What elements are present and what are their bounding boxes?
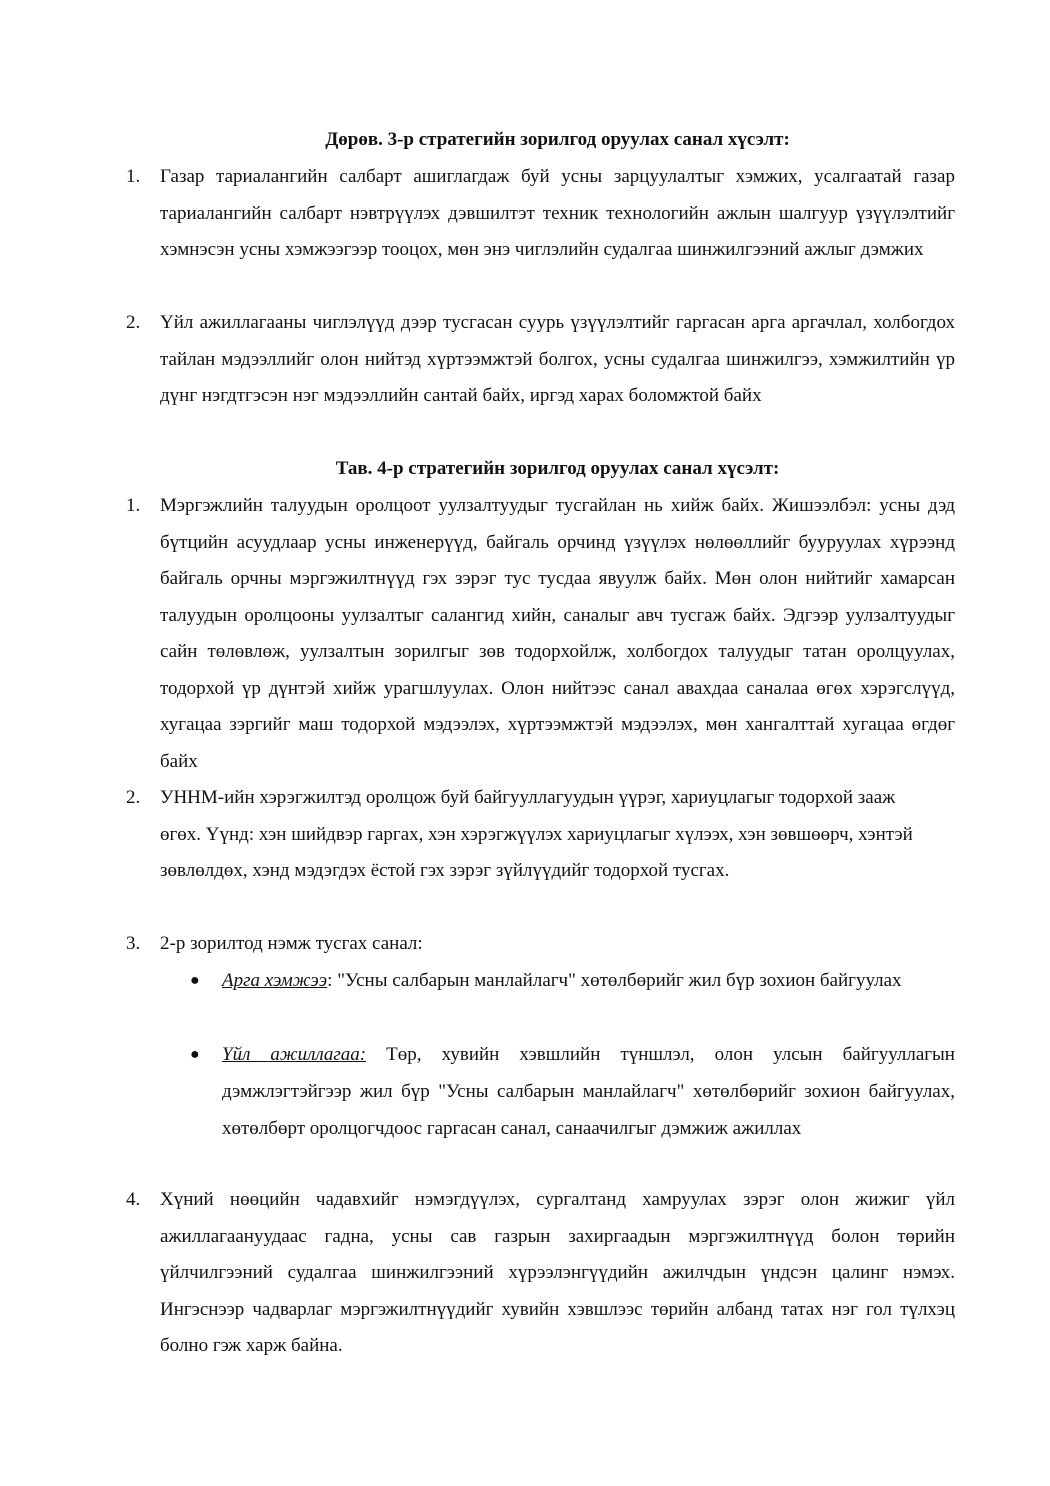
list-item-text: 2-р зорилтод нэмж тусгах санал: bbox=[160, 933, 423, 954]
list-item-text: Үйл ажиллагааны чиглэлүүд дээр тусгасан суурь үзүүлэлтийг гаргасан арга аргачлал, холбогдох тайлан мэдээллийг олон нийтэд хүртээмжтэй болгох, усны судалгаа шинжилгээ, хэмжилтийн үр дүнг нэгдтгэсэн нэг мэдээллийн сантай байх, иргэд харах боломжтой байх bbox=[160, 312, 955, 406]
bullet-icon: ● bbox=[190, 972, 200, 989]
list-item bbox=[120, 488, 955, 780]
section-heading-4-strategy: Тав. 4-р стратегийн зорилгод оруулах санал хүсэлт: bbox=[335, 458, 780, 479]
bullet-text bbox=[222, 962, 955, 999]
list-number: 1. bbox=[126, 166, 141, 187]
section-heading-3-strategy: Дөрөв. 3-р стратегийн зорилгод оруулах санал хүсэлт: bbox=[325, 129, 790, 150]
bullet-icon: ● bbox=[190, 1046, 200, 1063]
bullet-item bbox=[190, 1036, 955, 1147]
bullet-body: Төр, хувийн хэвшлийн түншлэл, олон улсын байгууллагын дэмжлэгтэйгээр жил бүр "Усны салбарын манлайлагч" хөтөлбөрийг зохион байгуулах, хөтөлбөрт оролцогчдоос гаргасан санал, санаачилгыг дэмжиж ажиллах bbox=[222, 1044, 955, 1139]
bullet-label: Арга хэмжээ bbox=[222, 970, 328, 991]
list-number: 2. bbox=[126, 787, 141, 808]
list-item-text: Хүний нөөцийн чадавхийг нэмэгдүүлэх, сургалтанд хамруулах зэрэг олон жижиг үйл ажиллагаануудаас гадна, усны сав газрын захиргаадын мэргэжилтнүүд болон төрийн үйлчилгээний судалгаа шинжилгээний хүрээлэнгүүдийн ажилчдын үндсэн цалинг нэмэх. Ингэснээр чадварлаг мэргэжилтнүүдийг хувийн хэвшлээс төрийн албанд татах нэг гол түлхэц болно гэж харж байна. bbox=[160, 1189, 955, 1356]
bullet-text bbox=[222, 1036, 955, 1147]
list-number: 3. bbox=[126, 933, 141, 954]
bullet-item bbox=[190, 962, 955, 999]
list-item bbox=[120, 305, 955, 415]
list-item-text: Мэргэжлийн талуудын оролцоот уулзалтуудыг тусгайлан нь хийж байх. Жишээлбэл: усны дэд бүтцийн асуудлаар усны инженерүүд, байгаль орчинд үзүүлэх нөлөөллийг бууруулах хүрээнд байгаль орчны мэргэжилтнүүд гэх зэрэг тус тусдаа явуулж байх. Мөн олон нийтийг хамарсан талуудын оролцооны уулзалтыг салангид хийн, саналыг авч тусгаж байх. Эдгээр уулзалтуудыг сайн төлөвлөж, уулзалтын зорилгыг зөв тодорхойлж, холбогдох талуудыг татан оролцуулах, тодорхой үр дүнтэй хийж урагшлуулах. Олон нийтээс санал авахдаа саналаа өгөх хэрэгслүүд, хугацаа зэргийг маш тодорхой мэдээлэх, хүртээмжтэй мэдээлэх, мөн хангалттай хугацаа өгдөг байх bbox=[160, 495, 955, 772]
list-number: 4. bbox=[126, 1189, 141, 1210]
list-item-text: УННМ-ийн хэрэгжилтэд оролцож буй байгууллагуудын үүрэг, хариуцлагыг тодорхой зааж өгөх. Үүнд: хэн шийдвэр гаргах, хэн хэрэгжүүлэх хариуцлагыг хүлээх, хэн зөвшөөрч, хэнтэй зөвлөлдөх, хэнд мэдэгдэх ёстой гэх зэрэг зүйлүүдийг тодорхой тусгах. bbox=[160, 787, 913, 881]
list-number: 2. bbox=[126, 312, 141, 333]
list-item bbox=[120, 1182, 955, 1365]
list-item bbox=[120, 926, 955, 963]
list-number: 1. bbox=[126, 495, 141, 516]
list-item bbox=[120, 780, 955, 890]
list-item bbox=[120, 159, 955, 269]
list-item-text: Газар тариалангийн салбарт ашиглагдаж буй усны зарцуулалтыг хэмжих, усалгаатай газар тариалангийн салбарт нэвтрүүлэх дэвшилтэт техник технологийн ажлын шалгуур үзүүлэлтийг хэмнэсэн усны хэмжээгээр тооцох, мөн энэ чиглэлийн судалгаа шинжилгээний ажлыг дэмжих bbox=[160, 166, 955, 260]
bullet-label: Үйл ажиллагаа: bbox=[222, 1044, 367, 1065]
bullet-body: : "Усны салбарын манлайлагч" хөтөлбөрийг жил бүр зохион байгуулах bbox=[327, 970, 902, 991]
